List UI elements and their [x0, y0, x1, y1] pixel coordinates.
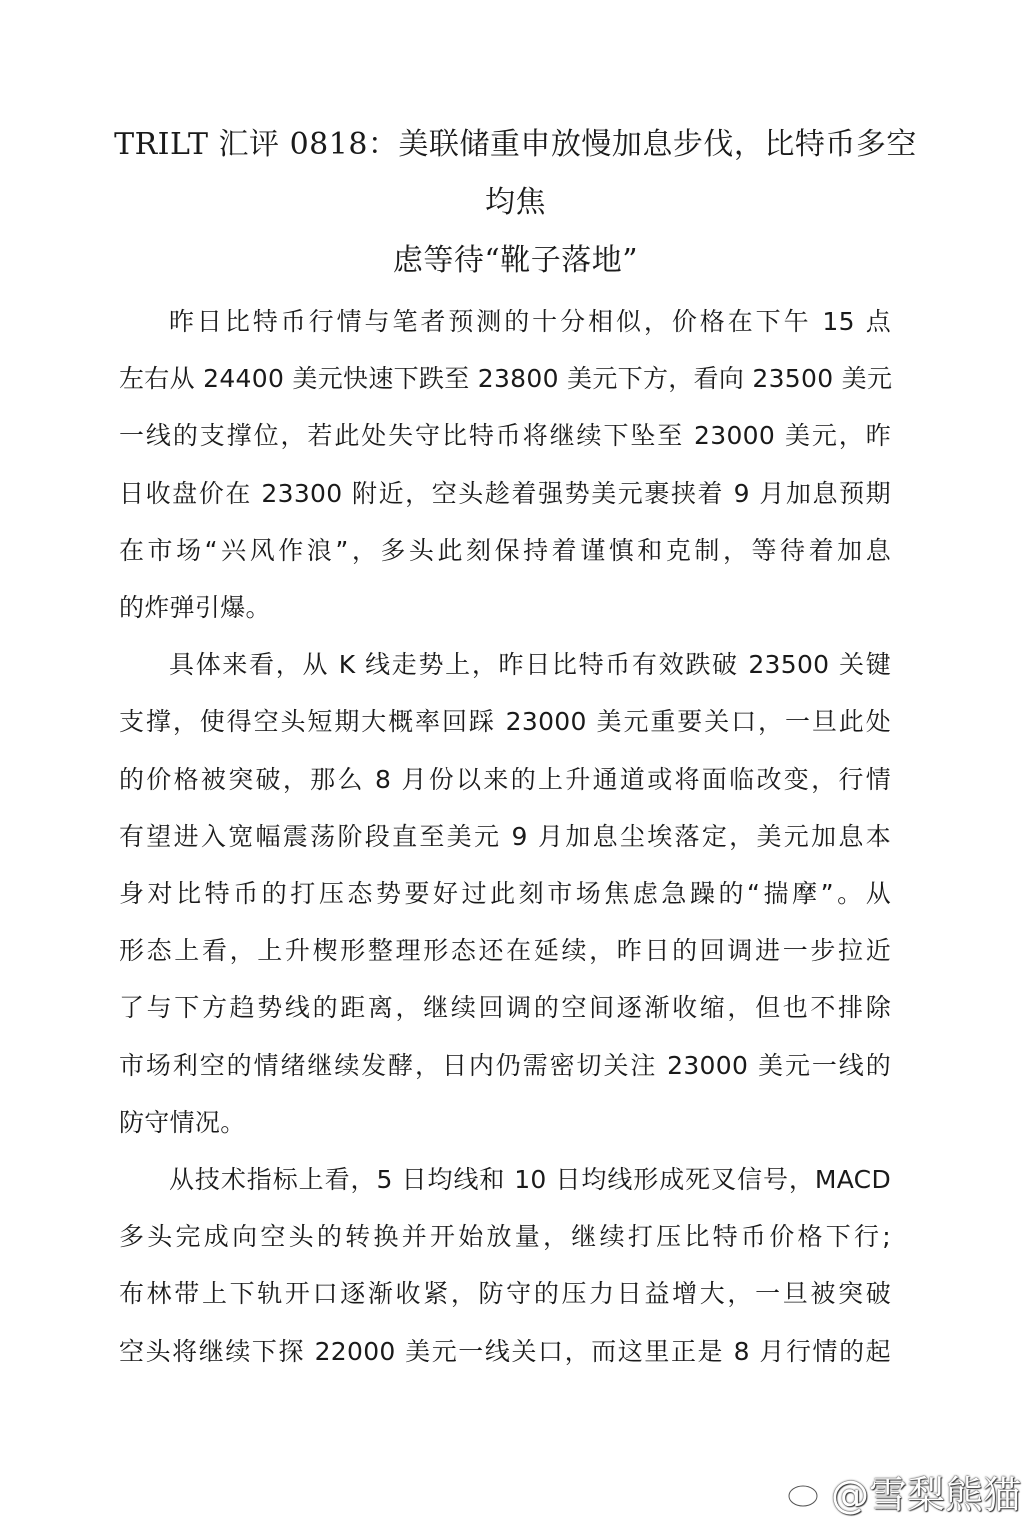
paragraph: [119, 293, 891, 636]
article-body: [119, 293, 891, 1380]
text-line: 了与下方趋势线的距离，继续回调的空间逐渐收缩，但也不排除: [119, 993, 891, 1023]
title-line-1: TRILT 汇评 0818：美联储重申放慢加息步伐，比特币多空均焦: [114, 127, 917, 220]
text-line: 身对比特币的打压态势要好过此刻市场焦虑急躁的“揣摩”。从: [119, 879, 891, 909]
text-line: 多头完成向空头的转换并开始放量，继续打压比特币价格下行;: [119, 1222, 891, 1252]
paragraph: [119, 636, 891, 1151]
text-line: 从技术指标上看，5 日均线和 10 日均线形成死叉信号，MACD: [169, 1165, 891, 1195]
text-line: 有望进入宽幅震荡阶段直至美元 9 月加息尘埃落定，美元加息本: [119, 821, 891, 851]
text-line: 防守情况。: [119, 1107, 246, 1137]
text-line: 一线的支撑位，若此处失守比特币将继续下坠至 23000 美元，昨: [119, 421, 891, 451]
text-line: 的价格被突破，那么 8 月份以来的上升通道或将面临改变，行情: [119, 764, 891, 794]
text-line: 左右从 24400 美元快速下跌至 23800 美元下方，看向 23500 美元: [119, 364, 893, 394]
text-line: 具体来看，从 K 线走势上，昨日比特币有效跌破 23500 关键: [169, 650, 891, 680]
watermark: [785, 1464, 1021, 1519]
text-line: 在市场“兴风作浪”，多头此刻保持着谨慎和克制，等待着加息: [119, 535, 891, 565]
text-line: 日收盘价在 23300 附近，空头趁着强势美元裹挟着 9 月加息预期: [119, 478, 891, 508]
title-line-2: 虑等待“靴子落地”: [392, 243, 639, 278]
watermark-text: @雪梨熊猫: [830, 1473, 1021, 1517]
text-line: 形态上看，上升楔形整理形态还在延续，昨日的回调进一步拉近: [119, 936, 891, 966]
text-line: 空头将继续下探 22000 美元一线关口，而这里正是 8 月行情的起: [119, 1336, 891, 1366]
text-line: 支撑，使得空头短期大概率回踩 23000 美元重要关口，一旦此处: [119, 707, 891, 737]
text-line: 市场利空的情绪继续发酵，日内仍需密切关注 23000 美元一线的: [119, 1050, 891, 1080]
text-line: 的炸弹引爆。: [119, 593, 271, 623]
text-line: 布林带上下轨开口逐渐收紧，防守的压力日益增大，一旦被突破: [119, 1279, 891, 1309]
paragraph: [119, 1151, 891, 1380]
text-line: 昨日比特币行情与笔者预测的十分相似，价格在下午 15 点: [169, 307, 891, 336]
page-title: [100, 116, 931, 290]
weibo-icon: [785, 1472, 825, 1512]
